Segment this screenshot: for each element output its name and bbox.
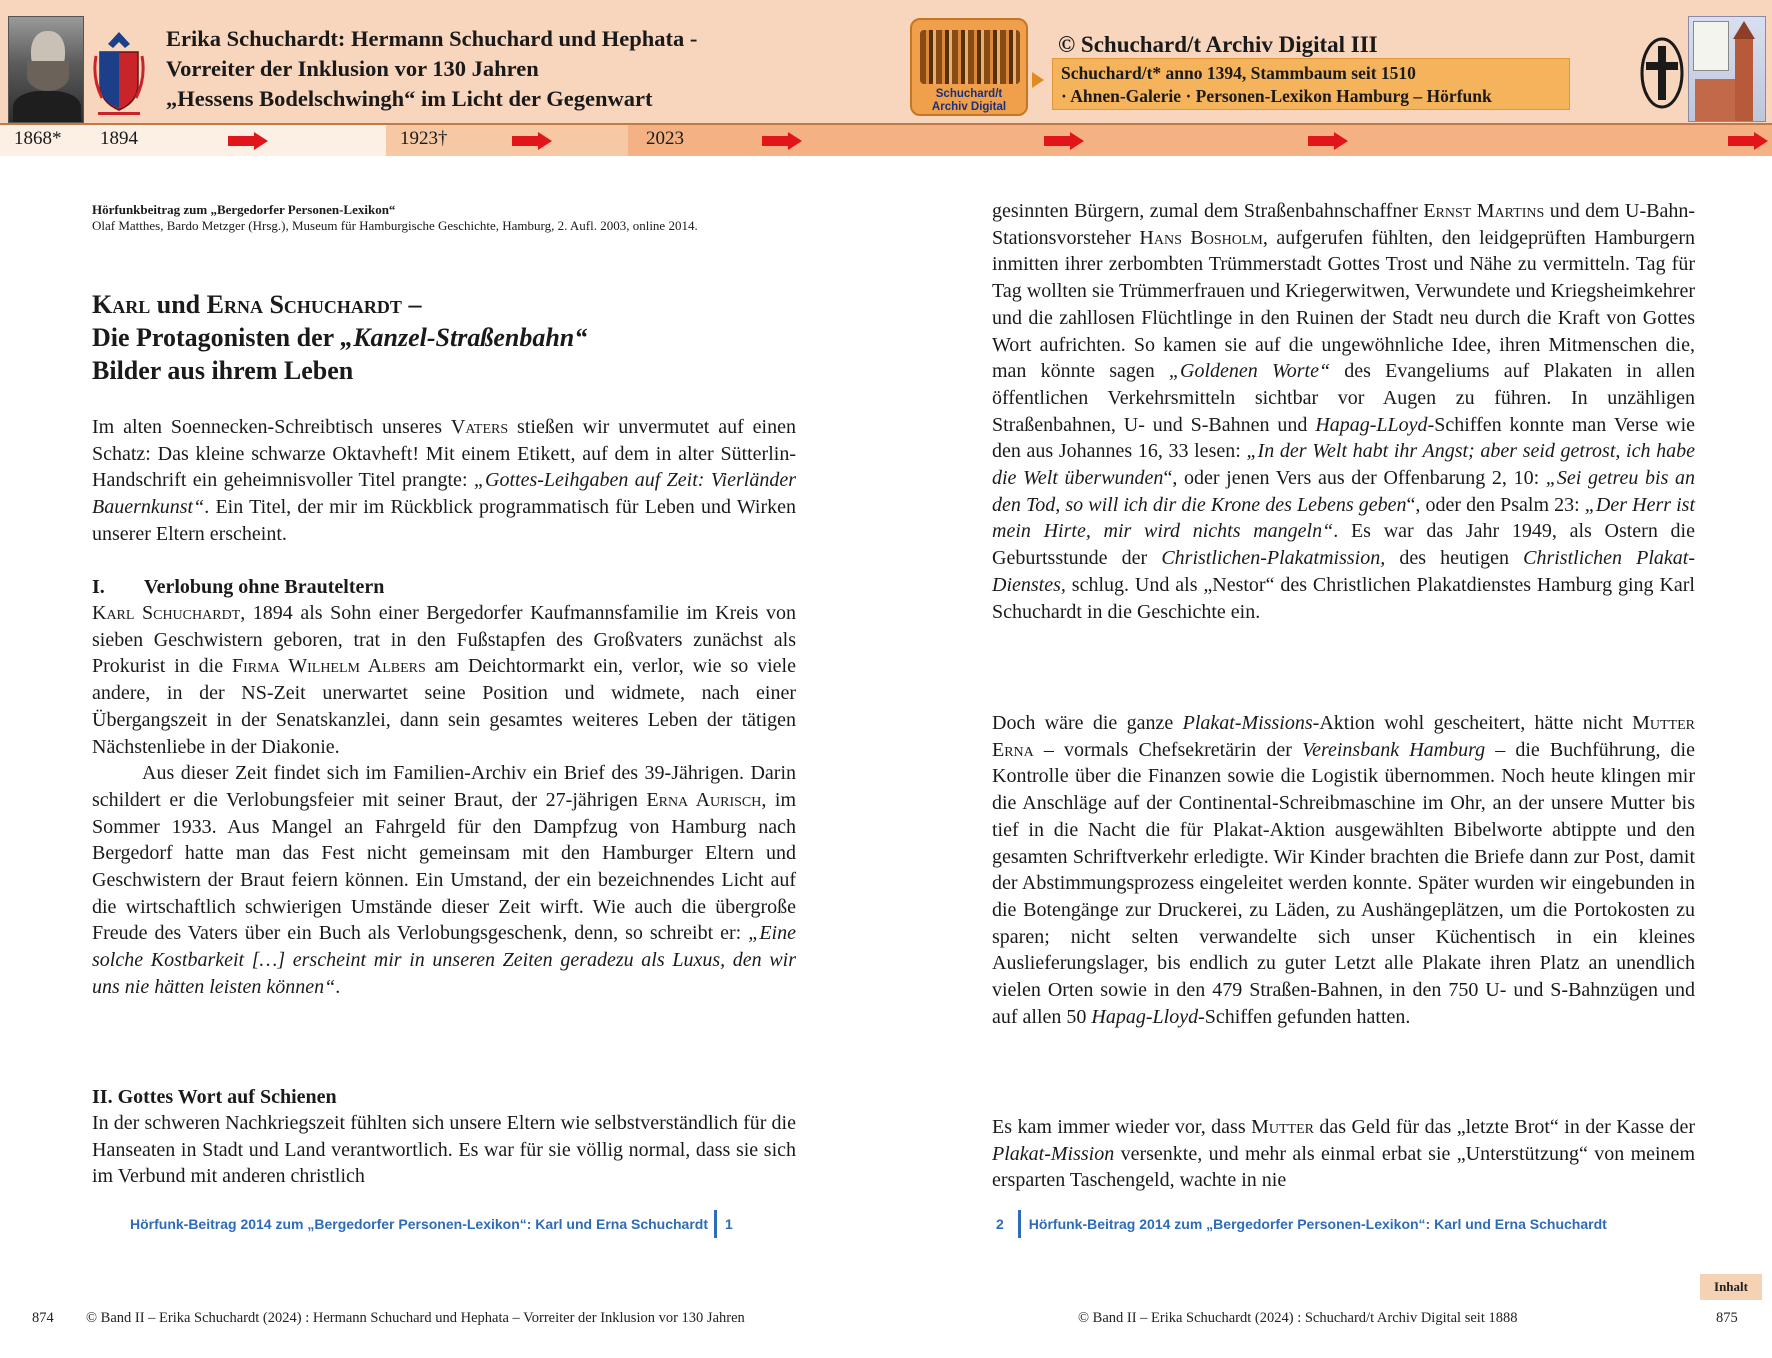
title-word: Erna xyxy=(206,290,263,319)
footer-text: Hörfunk-Beitrag 2014 zum „Bergedorfer Personen-Lexikon“: Karl und Erna Schuchardt xyxy=(1028,1216,1607,1232)
church-photo xyxy=(1688,16,1766,122)
section-body xyxy=(92,600,796,1001)
footer-divider xyxy=(714,1210,717,1238)
timeline-arrow-icon xyxy=(1308,132,1348,150)
title-word: Die Protagonisten der xyxy=(92,323,341,352)
section-heading: I. Verlobung ohne Brauteltern xyxy=(92,576,385,598)
paragraph: Doch wäre die ganze Plakat-Missions-Aktion wohl gescheitert, hätte nicht Mutter Erna – vormals Chefsekretärin der Vereinsbank Hamburg – die Buchführung, die Kontrolle über die Finanzen sowie die Logistik übernommen. Noch heute klingen mir die Anschläge auf der Continental-Schreibmaschine im Ohr, an der unsere Mutter bis tief in die Nacht die für Plakat-Aktion ausgewählten Bibelworte abtippte und den gesamten Schriftverkehr erledigte. Wir Kinder brachten die Briefe dann zur Post, damit der Abstimmungsprozess eingeleitet werden konnte. Später wurden wir eingebunden in die Botengänge zur Druckerei, zu Läden, zu Aushängeplätzen, um die Portokosten zu sparen; nicht selten verwandelte sich unser Küchentisch in ein kleines Auslieferungslager, bis endlich zu guter Letzt alle Plakate ihren Platz an unendlich vielen Orten sowie in den 479 Straßen-Bahnen, in den 750 U- und S-Bahnzügen und auf allen 50 Hapag-Lloyd-Schiffen gefunden hatten. xyxy=(992,712,1695,1028)
timeline-arrow-icon xyxy=(762,132,802,150)
book-title-line: „Hessens Bodelschwingh“ im Licht der Gegenwart xyxy=(166,86,653,111)
timeline-year: 1894 xyxy=(100,128,138,149)
source-citation: Olaf Matthes, Bardo Metzger (Hrsg.), Museum für Hamburgische Geschichte, Hamburg, 2. Aufl. 2003, online 2014. xyxy=(92,218,698,233)
family-crest-icon xyxy=(92,28,146,120)
timeline-arrow-icon xyxy=(512,132,552,150)
title-word: Schuchardt xyxy=(269,290,402,319)
source-title: Hörfunkbeitrag zum „Bergedorfer Personen-Lexikon“ xyxy=(92,202,396,217)
archive-info-box[interactable] xyxy=(1052,58,1570,110)
inner-footer-left xyxy=(130,1210,733,1240)
hermann-schuchard-portrait xyxy=(8,16,84,123)
timeline-divider xyxy=(0,123,1772,125)
archive-title: © Schuchard/t Archiv Digital III xyxy=(1058,32,1378,57)
archive-digital-logo[interactable] xyxy=(910,18,1028,116)
footer-divider xyxy=(1018,1210,1021,1238)
paragraph: gesinnten Bürgern, zumal dem Straßenbahnschaffner Ernst Martins und dem U-Bahn-Stationsvorsteher Hans Bosholm, aufgerufen fühlten, den leidgeprüften Hamburgern inmitten ihrer zerbombten Trümmerstadt Gottes Trost und Nähe zu vermitteln. Tag für Tag wollten sie Trümmerfrauen und Kriegerwitwen, Verwundete und Kriegsheimkehrer und die zahllosen Flüchtlinge in den Ruinen der Stadt neu durch die Kraft von Gottes Wort aufrichten. So kamen sie auf die ungewöhnliche Idee, ihren Mitmenschen die, man könnte sagen „Goldenen Worte“ des Evangeliums auf Plakaten in allen öffentlichen Verkehrsmitteln sichtbar vor Augen zu führen. In unzähligen Straßenbahnen, U- und S-Bahnen und Hapag-LLoyd-Schiffen konnte man Verse wie den aus Johannes 16, 33 lesen: „In der Welt habt ihr Angst; aber seid getrost, ich habe die Welt überwunden“, oder jenen Vers aus der Offenbarung 2, 10: „Sei getreu bis an den Tod, so will ich dir die Krone des Lebens geben“, oder den Psalm 23: „Der Herr ist mein Hirte, mir wird nichts mangeln“. Es war das Jahr 1949, als Ostern die Geburtsstunde der Christlichen-Plakatmission, des heutigen Christlichen Plakat-Dienstes, schlug. Und als „Nestor“ des Christlichen Plakatdienstes Hamburg ging Karl Schuchardt in die Geschichte ein. xyxy=(992,200,1696,623)
timeline-year: 1868* xyxy=(14,128,62,149)
title-word: – xyxy=(401,290,422,319)
paragraph: Aus dieser Zeit findet sich im Familien-Archiv ein Brief des 39-Jährigen. Darin schildert er die Verlobungsfeier mit seiner Braut, der 27-jährigen Erna Aurisch, im Sommer 1933. Aus Mangel an Fahrgeld für den Dampfzug von Hamburg nach Bergedorf hatte man das Fest nicht gemeinsam mit den Hamburger Eltern und Geschwistern der Braut feiern können. Ein Umstand, der ein bezeichnendes Licht auf die wirtschaftlich schwierigen Umstände dieser Zeit wirft. Wie auch die übergroße Freude des Vaters über ein Buch als Verlobungsgeschenk, denn, so schreibt er: „Eine solche Kostbarkeit […] erscheint mir in unseren Zeiten geradezu als Luxus, den wir uns nie hätten leisten können“. xyxy=(92,762,796,998)
inner-footer-right xyxy=(996,1210,1607,1240)
intro-paragraph: Im alten Soennecken-Schreibtisch unseres Vaters stießen wir unvermutet auf einen Schatz: Das kleine schwarze Oktavheft! Mit einem Etikett, auf dem in alter Sütterlin-Handschrift ein geheimnisvoller Titel prangte: „Gottes-Leihgaben auf Zeit: Vierländer Bauernkunst“. Ein Titel, der mir im Rückblick programmatisch für Leben und Wirken unserer Eltern erscheint. xyxy=(92,416,796,545)
bookshelf-icon xyxy=(920,30,1020,84)
footer-page-number: 1 xyxy=(725,1216,733,1232)
page-number-right: 875 xyxy=(1716,1310,1738,1326)
hephata-cross-icon xyxy=(1638,34,1686,112)
timeline-arrow-icon xyxy=(1044,132,1084,150)
book-title xyxy=(166,24,876,114)
arrow-right-icon xyxy=(1032,72,1044,88)
paragraph: In der schweren Nachkriegszeit fühlten sich unsere Eltern wie selbstverständlich für die Hanseaten in Stadt und Land verantwortlich. Es war für sie völlig normal, dass sie sich im Verbund mit anderen christlich xyxy=(92,1112,796,1188)
title-word: Karl xyxy=(92,290,151,319)
article-title xyxy=(92,288,796,387)
title-subline: Bilder aus ihrem Leben xyxy=(92,356,354,385)
section-heading: II. Gottes Wort auf Schienen xyxy=(92,1086,337,1108)
archive-logo-label: Archiv Digital xyxy=(931,101,1007,113)
paragraph: Karl Schuchardt, 1894 als Sohn einer Bergedorfer Kaufmannsfamilie im Kreis von sieben Geschwistern geboren, trat in den Fußstapfen des Großvaters zunächst als Prokurist in die Firma Wilhelm Albers am Deichtormarkt ein, verlor, wie so viele andere, in der NS-Zeit unerwartet seine Position und widmete, nach einer Übergangszeit in der Senatskanzlei, dann sein gesamtes weiteres Leben der tätigen Nächstenliebe in der Diakonie. xyxy=(92,602,796,758)
timeline-year: 1923† xyxy=(400,128,448,149)
timeline-arrow-icon xyxy=(1728,132,1768,150)
archive-info-line: · Ahnen-Galerie · Personen-Lexikon Hamburg – Hörfunk xyxy=(1061,86,1492,106)
book-title-line: Erika Schuchardt: Hermann Schuchard und Hephata - xyxy=(166,26,698,51)
timeline-year: 2023 xyxy=(646,128,684,149)
footer-page-number: 2 xyxy=(996,1216,1004,1232)
page-number-left: 874 xyxy=(32,1310,54,1326)
archive-logo-label: Schuchard/t xyxy=(935,88,1003,100)
book-footer-left: © Band II – Erika Schuchardt (2024) : Hermann Schuchard und Hephata – Vorreiter der Inklusion vor 130 Jahren xyxy=(86,1310,745,1326)
book-footer-right: © Band II – Erika Schuchardt (2024) : Schuchard/t Archiv Digital seit 1888 xyxy=(1078,1310,1518,1326)
footer-text: Hörfunk-Beitrag 2014 zum „Bergedorfer Personen-Lexikon“: Karl und Erna Schuchardt xyxy=(130,1216,709,1232)
book-title-line: Vorreiter der Inklusion vor 130 Jahren xyxy=(166,56,539,81)
title-word: „Kanzel-Straßenbahn“ xyxy=(340,323,588,352)
archive-info-line: Schuchard/t* anno 1394, Stammbaum seit 1510 xyxy=(1061,63,1416,83)
source-note xyxy=(92,202,796,234)
timeline-arrow-icon xyxy=(228,132,268,150)
table-of-contents-button[interactable]: Inhalt xyxy=(1700,1274,1762,1300)
paragraph: Es kam immer wieder vor, dass Mutter das Geld für das „letzte Brot“ in der Kasse der Plakat-Mission versenkte, und mehr als einmal erbat sie „Unterstützung“ von meinem ersparten Taschengeld, wachte in nie xyxy=(992,1116,1696,1192)
title-word: und xyxy=(150,290,207,319)
